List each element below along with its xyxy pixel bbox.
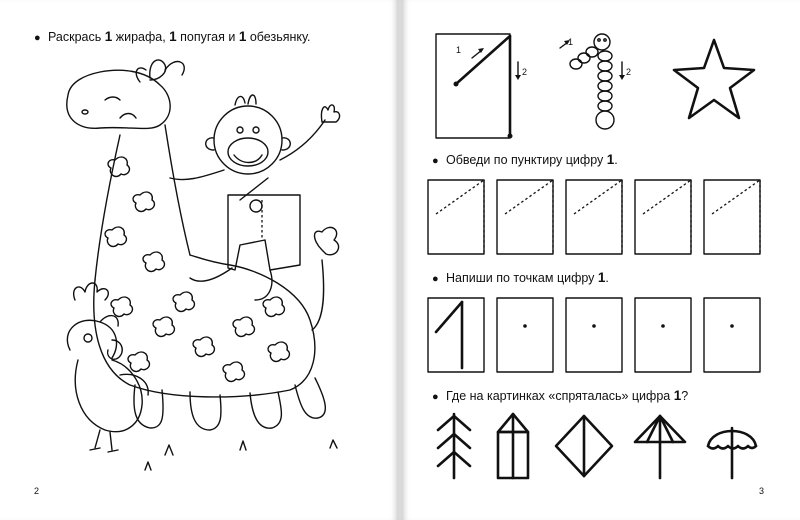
star-icon [674,40,754,118]
dots-card-2 [497,298,553,372]
task-hidden-digit: ● Где на картинках «спряталась» цифра 1? [432,388,689,403]
demo-step-1-label: 1 [456,45,462,55]
tree-icon [438,414,470,478]
demo-step-2-label: 2 [522,67,528,77]
kite-icon [556,416,612,476]
bullet-icon: ● [34,32,41,44]
dots-card-1 [428,298,484,372]
trace-card-2 [497,180,553,254]
trace-card-4 [635,180,691,254]
dots-card-4 [635,298,691,372]
giraffe-illustration [67,60,339,430]
trace-row [402,178,800,258]
page-number: 3 [758,486,764,496]
task-trace: ● Обведи по пунктиру цифру 1. [432,152,618,167]
dots-card-3 [566,298,622,372]
bullet-icon: ● [432,391,439,403]
trace-card-5 [704,180,760,254]
trace-card-1 [428,180,484,254]
left-page [0,0,398,520]
arrow-down-icon [619,75,625,80]
hidden-digit-row [402,412,800,492]
house-icon [498,414,528,478]
parasol-icon [708,428,756,478]
arrow-down-icon [515,75,521,80]
monkey-illustration [170,95,340,300]
worm-step-1-label: 1 [568,37,574,47]
parrot-illustration [67,283,148,452]
grass-illustration [145,440,337,470]
bullet-icon: ● [432,273,439,285]
task-dots: ● Напиши по точкам цифру 1. [432,270,609,285]
right-page [402,0,800,520]
dots-row [402,296,800,376]
dots-card-5 [704,298,760,372]
worm-step-2-label: 2 [626,67,632,77]
trace-card-3 [566,180,622,254]
demo-row [402,0,800,130]
coloring-illustration [0,0,398,520]
umbrella-icon [635,416,685,478]
page-number: 2 [34,486,40,496]
task-coloring: ● Раскрась 1 жирафа, 1 попугая и 1 обезьянку. [34,29,311,44]
demo-digit-card [436,34,521,139]
bullet-icon: ● [432,155,439,167]
